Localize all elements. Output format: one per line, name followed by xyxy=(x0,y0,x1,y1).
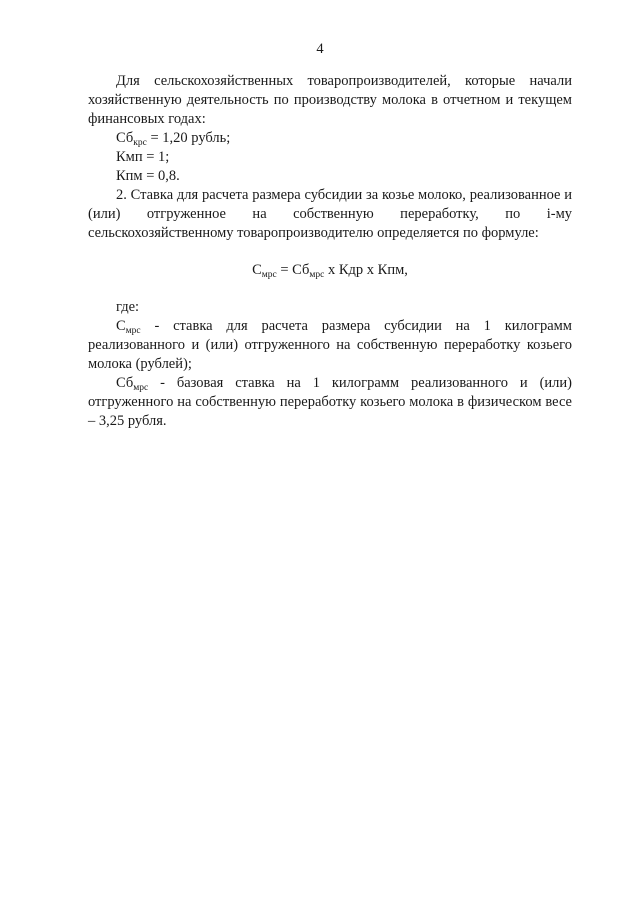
paragraph-new-producers: Для сельскохозяйственных товаропроизводителей, которые начали хозяйственную деятельность по производству молока в отчетном и текущем финансовых годах: xyxy=(88,73,572,127)
def-sb-text: - базовая ставка на 1 килограмм реализованного и (или) отгруженного на собственную переработку козьего молока в физическом весе – 3,25 рубля. xyxy=(88,375,572,429)
def-sb-subscript: мрс xyxy=(133,383,149,393)
page-number: 4 xyxy=(316,41,324,57)
definition-sb-mrs xyxy=(88,374,572,431)
formula-sb-subscript: мрс xyxy=(309,270,325,280)
paragraph-2: 2. Ставка для расчета размера субсидии за козье молоко, реализованное и (или) отгруженное на собственную переработку, по i-му сельскохозяйственному товаропроизводителю определяется по формуле: xyxy=(88,187,572,241)
formula-rest: x Кдр x Кпм, xyxy=(324,262,408,278)
formula-c: С xyxy=(252,262,262,278)
sb-subscript: крс xyxy=(133,138,147,148)
definition-c-mrs xyxy=(88,317,572,374)
def-c-subscript: мрс xyxy=(125,326,141,336)
formula xyxy=(88,261,572,280)
sb-symbol: Сб xyxy=(116,130,134,146)
line-kmp: Кмп = 1; xyxy=(116,149,170,165)
def-sb-symbol: Сб xyxy=(116,375,134,391)
where-label: где: xyxy=(116,299,140,315)
formula-eq: = Сб xyxy=(276,262,310,278)
sb-value: = 1,20 рубль; xyxy=(146,130,231,146)
def-c-symbol: С xyxy=(116,318,126,334)
formula-c-subscript: мрс xyxy=(261,270,277,280)
line-sb-krs xyxy=(88,129,572,148)
document-body xyxy=(88,72,572,431)
line-kpm: Кпм = 0,8. xyxy=(116,168,180,184)
def-c-text: - ставка для расчета размера субсидии на 1 килограмм реализованного и (или) отгруженного на собственную переработку козьего молока (рублей); xyxy=(88,318,572,372)
